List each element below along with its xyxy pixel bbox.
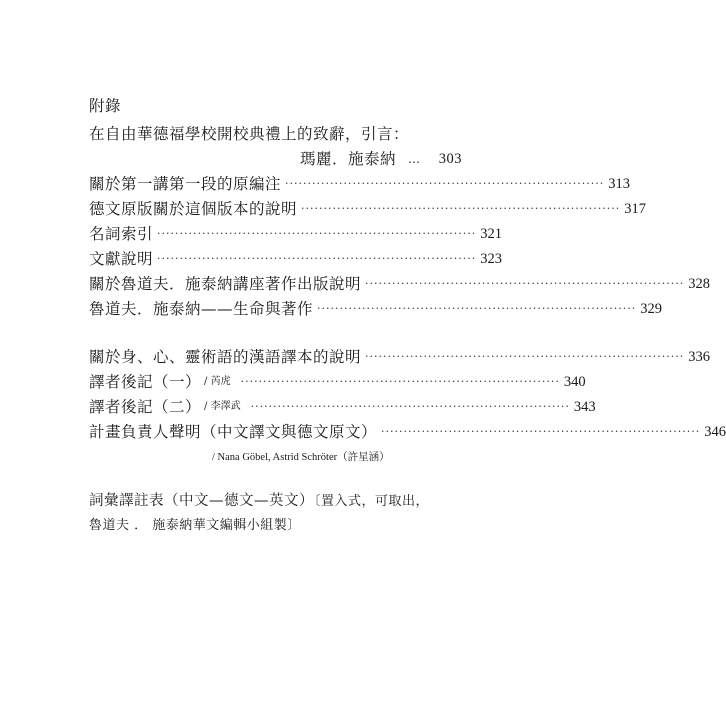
toc-entry-title: 德文原版關於這個版本的說明 [89,200,298,218]
toc-entry-title: 計畫負責人聲明（中文譯文與德文原文） [89,423,378,441]
toc-entry-page: 336 [688,349,711,365]
toc-entry [89,371,586,393]
toc-entry-page: 323 [480,251,503,267]
glossary-note: 〔置入式，可取出， [314,494,430,509]
glossary-title: 詞彙譯註表（中文—德文—英文） [89,493,314,509]
speech-title: 在自由華德福學校開校典禮上的致辭，引言： [89,125,410,143]
toc-entry-title: 關於身、心、靈術語的漢語譯本的說明 [89,348,362,366]
toc-entry-title: 關於第一講第一段的原編注 [89,175,282,193]
toc-entry [89,198,647,220]
toc-entry-page: 340 [563,374,586,390]
appendix-heading: 附錄 [89,97,122,115]
toc-entry-page: 343 [573,399,596,415]
speech-author: 瑪麗．施泰納 [300,150,397,168]
leader-dots: ······································································· [240,375,560,388]
toc-entry-title: 譯者後記（二） [89,398,202,416]
speech-dots: … [408,152,421,166]
toc-entry [89,173,631,195]
speech-page: 303 [438,151,462,167]
toc-entry-page: 346 [704,424,726,440]
toc-entry [89,273,711,295]
toc-entry-title: 文獻說明 [89,250,154,268]
leader-dots: ······································································· [285,177,605,190]
credit-line [212,446,390,469]
toc-entry-title: 譯者後記（一） [89,373,202,391]
leader-dots: ······································································· [365,350,685,363]
toc-entry-page: 317 [624,201,647,217]
toc-entry-title: 魯道夫．施泰納——生命與著作 [89,300,314,318]
toc-entry [89,346,711,368]
glossary-line-2: 魯道夫 ． 施泰納華文編輯小組製〕 [89,518,301,533]
leader-dots: ······································································· [157,227,477,240]
speech-author-row [300,148,462,170]
toc-entry-page: 313 [608,176,631,192]
credit-translator: （許星涵） [337,451,390,463]
glossary-line-1 [89,489,429,514]
toc-entry-title: 關於魯道夫．施泰納講座著作出版說明 [89,275,362,293]
toc-entry-page: 328 [688,276,711,292]
toc-entry-page: 329 [640,301,663,317]
translator-note: / 李澤武 [204,401,241,412]
credit-names: Nana Göbel, Astrid Schröter [217,452,338,463]
leader-dots: ······································································· [381,425,701,438]
leader-dots: ······································································· [250,400,570,413]
credit-slash: / [212,452,215,463]
leader-dots: ······································································· [157,252,477,265]
translator-note: / 芮虎 [204,376,231,387]
toc-entry [89,396,596,418]
leader-dots: ······································································· [301,202,621,215]
toc-entry-title: 名詞索引 [89,225,154,243]
toc-entry [89,248,503,270]
leader-dots: ······································································· [317,302,637,315]
toc-entry [89,298,663,320]
toc-entry [89,223,503,245]
toc-entry [89,421,726,443]
toc-entry-page: 321 [480,226,503,242]
leader-dots: ······································································· [365,277,685,290]
